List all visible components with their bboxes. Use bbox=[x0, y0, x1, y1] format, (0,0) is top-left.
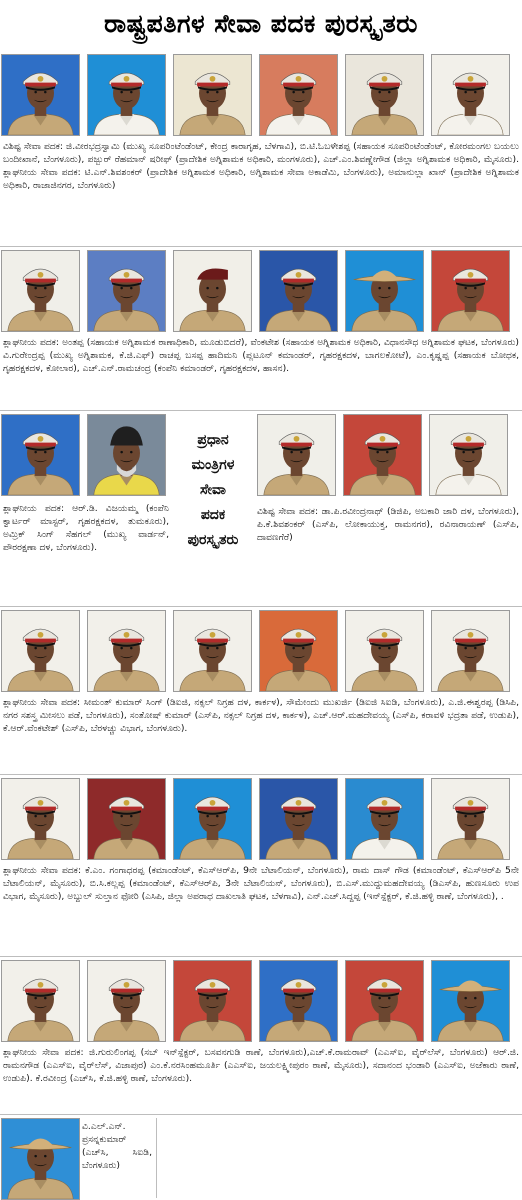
divider bbox=[0, 410, 522, 411]
column-rule bbox=[156, 1118, 157, 1198]
divider bbox=[0, 774, 522, 775]
divider bbox=[0, 1114, 522, 1115]
officer-portrait bbox=[345, 610, 424, 692]
pm-title-line: ಪದಕ bbox=[200, 507, 226, 523]
officer-portrait bbox=[173, 960, 252, 1042]
officer-portrait bbox=[87, 960, 166, 1042]
officer-portrait bbox=[259, 54, 338, 136]
officer-portrait bbox=[259, 250, 338, 332]
pm-title-line: ಸೇವಾ bbox=[200, 482, 226, 498]
officer-portrait bbox=[1, 1118, 80, 1200]
section-caption: ವಿಶಿಷ್ಟ ಸೇವಾ ಪದಕ: ಜಿ.ವೀರಭದ್ರಸ್ವಾಮಿ (ಮುಖ್ಯ ಸೂಪರಿಂಟೆಂಡೆಂಟ್, ಕೇಂದ್ರ ಕಾರಾಗೃಹ, ಬೆಳಗಾವಿ), ಬಿ.ಟಿ.ಓಬಳೇಶಪ್ಪ (ಸಹಾಯಕ ಸೂಪರಿಂಟೆಂಡೆಂಟ್, ಕೋರಮಂಗಲ ಬಯಲು ಬಂದೀಖಾನೆ, ಬೆಂಗಳೂರು), ಪಜ್ಬುರ್ ರೆಹಮಾನ್ ಷರೀಫ್ (ಪ್ರಾದೇಶಿಕ ಅಗ್ನಿಶಾಮಕ ಅಧಿಕಾರಿ, ಮಂಗಳೂರು), ಎಚ್.ಎಂ.ಶಿವಣ್ಣೇಗೌಡ (ಜಿಲ್ಲಾ ಅಗ್ನಿಶಾಮಕ ಅಧಿಕಾರಿ, ಮೈಸೂರು). ಶ್ಲಾಘನೀಯ ಸೇವಾ ಪದಕ: ಟಿ.ಎನ್.ಶಿವಶಂಕರ್ (ಪ್ರಾದೇಶಿಕ ಅಗ್ನಿಶಾಮಕ ಅಧಿಕಾರಿ, ಅಗ್ನಿಶಾಮಕ ಸೇವಾ ಅಕಾಡೆಮಿ, ಬೆಂಗಳೂರು), ಅಮಾನುಲ್ಲಾ ಖಾನ್ (ಪ್ರಾದೇಶಿಕ ಅಗ್ನಿಶಾಮಕ ಅಧಿಕಾರಿ, ರಾಜಾಜಿನಗರ, ಬೆಂಗಳೂರು) bbox=[3, 141, 519, 191]
officer-portrait bbox=[431, 54, 510, 136]
officer-portrait bbox=[257, 414, 336, 496]
officer-portrait bbox=[345, 54, 424, 136]
officer-portrait bbox=[431, 610, 510, 692]
officer-portrait bbox=[259, 778, 338, 860]
portrait-section-6 bbox=[0, 960, 522, 1085]
section-caption: ಶ್ಲಾಘನೀಯ ಸೇವಾ ಪದಕ: ಕೆ.ಎಂ. ಗಂಗಾಧರಪ್ಪ (ಕಮಾಂಡೆಂಟ್, ಕೆಎಸ್‌ಆರ್‌ಪಿ, 9ನೇ ಬೆಟಾಲಿಯನ್, ಬೆಂಗಳೂರು), ರಾಮ ದಾಸ್ ಗೌಡ (ಕಮಾಂಡೆಂಟ್, ಕೆಎಸ್‌ಆರ್‌ಪಿ 5ನೇ ಬೆಟಾಲಿಯನ್, ಮೈಸೂರು), ಬಿ.ಸಿ.ಕಲ್ಲಪ್ಪ (ಕಮಾಂಡೆಂಟ್, ಕೆಎಸ್‌ಆರ್‌ಪಿ, 3ನೇ ಬೆಟಾಲಿಯನ್, ಬೆಂಗಳೂರು), ಬಿ.ಎಸ್.ಮುದ್ದುಮಹದೇವಯ್ಯ (ಡಿಎಸ್‌ಪಿ, ಹುಣಸೂರು ಉಪ ವಿಭಾಗ, ಮೈಸೂರು), ಅಬ್ದುಲ್ ಸುಲ್ತಾನ ಫೋರಿ (ಎಸಿಪಿ, ಜಿಲ್ಲಾ ಅಪರಾಧ ದಾಖಲಾತಿ ಘಟಕ, ಬೆಳಗಾವಿ), ಎನ್.ಎಚ್.ಸಿದ್ದಪ್ಪ (ಇನ್‌ಸ್ಪೆಕ್ಟರ್, ಕೆ.ಜಿ.ಹಳ್ಳಿ ಠಾಣೆ, ಬೆಂಗಳೂರು), . bbox=[3, 865, 519, 902]
officer-portrait bbox=[173, 610, 252, 692]
section-caption: ಶ್ಲಾಘನೀಯ ಸೇವಾ ಪದಕ: ಜಿ.ಗುರುಲಿಂಗಪ್ಪ (ಸಬ್ ಇನ್‌ಸ್ಪೆಕ್ಟರ್, ಬಸವನಗುಡಿ ಠಾಣೆ, ಬೆಂಗಳೂರು),ಎಚ್.ಕೆ.ರಾಮರಾವ್ (ಎಎಸ್‌ಐ, ವೈರ್‌ಲೆಸ್, ಬೆಂಗಳೂರು) ಆರ್.ಜಿ. ರಾಮನಗೌಡ (ಎಎಸ್‌ಐ, ವೈರ್‌ಲೆಸ್, ವಿಜಾಪುರ) ಎಂ.ಕೆ.ನರಸಿಂಹಮೂರ್ತಿ (ಎಎಸ್‌ಐ, ಜಯಲಕ್ಷ್ಮೀಪುರಂ ಠಾಣೆ, ಮೈಸೂರು), ಸದಾನಂದ ಭಂಡಾರಿ (ಎಎಸ್‌ಐ, ಅಜೆಕಾರು ಠಾಣೆ, ಉಡುಪಿ). ಕೆ.ರವೀಂದ್ರ (ಎಚ್‌ಸಿ, ಕೆ.ಜಿ.ಹಳ್ಳಿ ಠಾಣೆ, ಬೆಂಗಳೂರು). bbox=[3, 1047, 519, 1084]
officer-portrait bbox=[1, 54, 80, 136]
officer-portrait bbox=[431, 250, 510, 332]
officer-portrait bbox=[173, 54, 252, 136]
portrait-section-3 bbox=[0, 414, 522, 606]
portrait-row bbox=[0, 1118, 80, 1200]
pm-title-line: ಪ್ರಧಾನ bbox=[197, 432, 229, 448]
section-caption-right: ವಿಶಿಷ್ಟ ಸೇವಾ ಪದಕ: ಡಾ.ಪಿ.ರವೀಂದ್ರನಾಥ್ (ಡಿಜಿಪಿ, ಅಬಕಾರಿ ಜಾರಿ ದಳ, ಬೆಂಗಳೂರು), ಪಿ.ಕೆ.ಶಿವಶಂಕರ್ (ಎಸ್‌ಪಿ, ಲೋಕಾಯುಕ್ತ, ರಾಮನಗರ), ರವಿನಾರಾಯಣ್ (ಎಸ್‌ಪಿ, ದಾವಣಗೆರೆ) bbox=[257, 506, 519, 543]
officer-portrait bbox=[259, 960, 338, 1042]
officer-portrait bbox=[345, 250, 424, 332]
section-caption: ವಿ.ಎಲ್.ಎನ್. ಪ್ರಸನ್ನಕುಮಾರ್ (ಎಚ್‌ಸಿ, ಸಿಐಡಿ, ಬೆಂಗಳೂರು) bbox=[82, 1121, 152, 1171]
divider bbox=[0, 606, 522, 607]
pm-award-title bbox=[178, 428, 248, 553]
portrait-row bbox=[0, 778, 522, 860]
officer-portrait bbox=[87, 250, 166, 332]
officer-portrait bbox=[431, 778, 510, 860]
officer-portrait bbox=[1, 414, 80, 496]
officer-portrait bbox=[1, 610, 80, 692]
officer-portrait bbox=[259, 610, 338, 692]
portrait-section-4 bbox=[0, 610, 522, 735]
officer-portrait bbox=[1, 778, 80, 860]
portrait-row-left bbox=[0, 414, 166, 496]
section-caption: ಶ್ಲಾಘನೀಯ ಸೇವಾ ಪದಕ: ಸೀಮಂತ್ ಕುಮಾರ್ ಸಿಂಗ್ (ಡಿಐಜಿ, ನಕ್ಸಲ್ ನಿಗ್ರಹ ದಳ, ಕಾರ್ಕಳ), ಸೌಮೇಂದು ಮುಖರ್ಜಿ (ಡಿಐಜಿ ಸಿಐಡಿ, ಬೆಂಗಳೂರು), ಎ.ಜಿ.ಈಶ್ವರಪ್ಪ (ಡಿಸಿಪಿ, ನಗರ ಸಶಸ್ತ್ರ ಮೀಸಲು ಪಡೆ, ಬೆಂಗಳೂರು), ಸಂತೋಷ್ ಕುಮಾರ್ (ಎಸ್‌ಪಿ, ನಕ್ಸಲ್ ನಿಗ್ರಹ ದಳ, ಕಾರ್ಕಳ), ಎಚ್.ಆರ್.ಮಹದೇವಯ್ಯ (ಎಸ್‌ಪಿ, ಕರಾವಳಿ ಭದ್ರತಾ ಪಡೆ, ಉಡುಪಿ), ಕೆ.ಆರ್.ವೆಂಕಟೇಶ್ (ಎಸ್‌ಪಿ, ಬೆರಳಚ್ಚು ವಿಭಾಗ, ಬೆಂಗಳೂರು). bbox=[3, 697, 519, 734]
officer-portrait bbox=[429, 414, 508, 496]
officer-portrait bbox=[173, 250, 252, 332]
portrait-row bbox=[0, 960, 522, 1042]
portrait-section-5 bbox=[0, 778, 522, 903]
portrait-row bbox=[0, 250, 522, 332]
portrait-section-2 bbox=[0, 250, 522, 375]
portrait-row bbox=[0, 610, 522, 692]
portrait-row-right bbox=[256, 414, 508, 496]
portrait-section-1 bbox=[0, 54, 522, 192]
officer-portrait bbox=[87, 414, 166, 496]
officer-portrait bbox=[345, 778, 424, 860]
officer-portrait bbox=[87, 610, 166, 692]
divider bbox=[0, 246, 522, 247]
page-headline: ರಾಷ್ಟ್ರಪತಿಗಳ ಸೇವಾ ಪದಕ ಪುರಸ್ಕೃತರು bbox=[104, 9, 418, 38]
portrait-row bbox=[0, 54, 522, 136]
officer-portrait bbox=[87, 54, 166, 136]
officer-portrait bbox=[87, 778, 166, 860]
officer-portrait bbox=[173, 778, 252, 860]
pm-title-line: ಮಂತ್ರಿಗಳ bbox=[191, 457, 235, 473]
section-caption-left: ಶ್ಲಾಘನೀಯ ಪದಕ: ಆರ್.ಡಿ. ವಿಜಯಮ್ಮ (ಕಂಪೆನಿ ಕ್ವಾರ್ಟರ್ ಮಾಸ್ಟರ್, ಗೃಹರಕ್ಷಕದಳ, ತುಮಕೂರು), ಅಮ್ರಿಕ್ ಸಿಂಗ್ ಸೆಹಗಲ್ (ಮುಖ್ಯ ವಾರ್ಡನ್, ಪೌರರಕ್ಷಣಾ ದಳ, ಬೆಂಗಳೂರು). bbox=[3, 503, 169, 553]
officer-portrait bbox=[345, 960, 424, 1042]
section-caption: ಶ್ಲಾಘನೀಯ ಪದಕ: ಅಂತಪ್ಪ (ಸಹಾಯಕ ಅಗ್ನಿಶಾಮಕ ಠಾಣಾಧಿಕಾರಿ, ಮೂಡುಬಿದರೆ), ವೆಂಕಟೇಶ (ಸಹಾಯಕ ಅಗ್ನಿಶಾಮಕ ಅಧಿಕಾರಿ, ವಿಧಾನಸೌಧ ಅಗ್ನಿಶಾಮಕ ಘಟಕ, ಬೆಂಗಳೂರು) ವಿ.ಗುರೇಂದ್ರಪ್ಪ (ಮುಖ್ಯ ಅಗ್ನಿಶಾಮಕ, ಕೆ.ಜಿ.ಎಫ್) ರಾಚಪ್ಪ ಬಸಪ್ಪ ಹಾದಿಮನಿ (ಪ್ಲಟೂನ್ ಕಮಾಂಡರ್, ಗೃಹರಕ್ಷಕದಳ, ಬಾಗಲಕೋಟೆ), ಎಂ.ಕೃಷ್ಣಪ್ಪ (ಸಹಾಯಕ ಬೋಧಕ, ಗೃಹರಕ್ಷಕದಳ, ಕೋಲಾರ), ಎಚ್.ಎನ್.ರಾಮಚಂದ್ರ (ಕಂಪೆನಿ ಕಮಾಂಡರ್, ಗೃಹರಕ್ಷಕದಳ, ಹಾಸನ). bbox=[3, 337, 519, 374]
officer-portrait bbox=[1, 960, 80, 1042]
officer-portrait bbox=[431, 960, 510, 1042]
divider bbox=[0, 956, 522, 957]
officer-portrait bbox=[343, 414, 422, 496]
pm-title-line: ಪುರಸ್ಕೃತರು bbox=[187, 532, 239, 548]
officer-portrait bbox=[1, 250, 80, 332]
